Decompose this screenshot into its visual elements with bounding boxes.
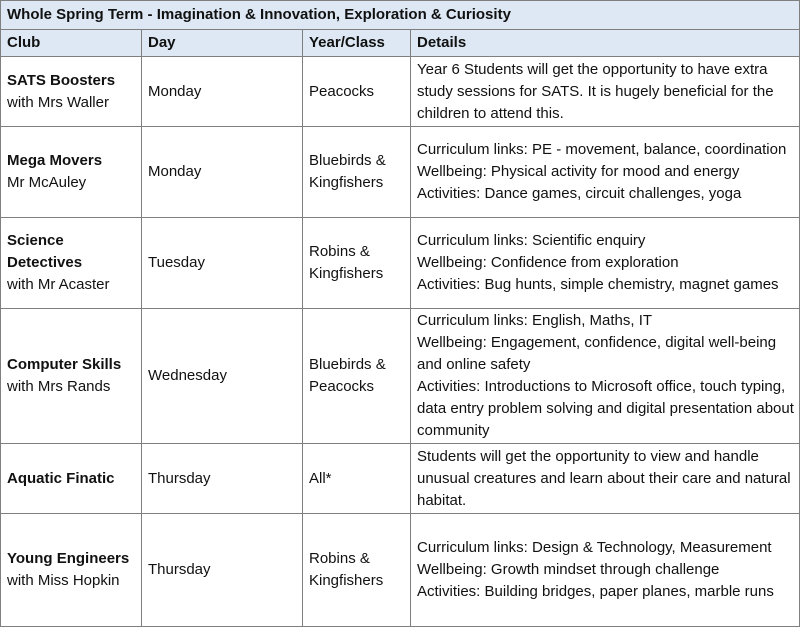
detail-line: Wellbeing: Growth mindset through challenge bbox=[417, 561, 720, 578]
detail-line: Year 6 Students will get the opportunity to have extra study sessions for SATS. It is hugely beneficial for the children to attend this. bbox=[417, 60, 774, 122]
details-cell bbox=[411, 444, 800, 514]
club-name: Science Detectives bbox=[7, 232, 83, 271]
detail-line: Activities: Building bridges, paper planes, marble runs bbox=[417, 583, 774, 600]
table-row bbox=[1, 218, 800, 309]
detail-line: Students will get the opportunity to view and handle unusual creatures and learn about their care and natural habitat. bbox=[417, 447, 791, 509]
club-name: Aquatic Finatic bbox=[7, 469, 115, 487]
table-row bbox=[1, 514, 800, 627]
details-cell bbox=[411, 127, 800, 218]
detail-line: Wellbeing: Confidence from exploration bbox=[417, 254, 679, 271]
detail-line: Curriculum links: PE - movement, balance, coordination bbox=[417, 141, 787, 158]
details-cell bbox=[411, 218, 800, 309]
detail-line: Curriculum links: English, Maths, IT bbox=[417, 312, 653, 329]
day-cell: Tuesday bbox=[142, 218, 303, 309]
year-class-cell: Robins & Kingfishers bbox=[303, 514, 411, 627]
club-leader: with Mrs Rands bbox=[7, 378, 111, 395]
detail-line: Activities: Dance games, circuit challenges, yoga bbox=[417, 185, 742, 202]
club-leader: with Mr Acaster bbox=[7, 276, 110, 293]
detail-line: Curriculum links: Scientific enquiry bbox=[417, 232, 646, 249]
day-cell: Thursday bbox=[142, 444, 303, 514]
year-class-cell: Bluebirds & Kingfishers bbox=[303, 127, 411, 218]
club-leader: with Mrs Waller bbox=[7, 93, 109, 111]
header-year-class: Year/Class bbox=[303, 30, 411, 57]
club-leader: Mr McAuley bbox=[7, 174, 87, 191]
day-cell: Thursday bbox=[142, 514, 303, 627]
details-cell bbox=[411, 309, 800, 444]
table-title: Whole Spring Term - Imagination & Innovation, Exploration & Curiosity bbox=[1, 1, 800, 30]
header-details: Details bbox=[411, 30, 800, 57]
detail-line: Wellbeing: Physical activity for mood and energy bbox=[417, 163, 740, 180]
club-leader: with Miss Hopkin bbox=[7, 572, 120, 589]
table-row bbox=[1, 127, 800, 218]
day-cell: Monday bbox=[142, 127, 303, 218]
club-cell bbox=[1, 127, 142, 218]
table-row bbox=[1, 309, 800, 444]
year-class-cell: All* bbox=[303, 444, 411, 514]
details-cell bbox=[411, 57, 800, 127]
club-cell bbox=[1, 514, 142, 627]
year-class-cell: Bluebirds & Peacocks bbox=[303, 309, 411, 444]
day-cell: Wednesday bbox=[142, 309, 303, 444]
header-club: Club bbox=[1, 30, 142, 57]
club-name: Mega Movers bbox=[7, 152, 103, 169]
year-class-cell: Robins & Kingfishers bbox=[303, 218, 411, 309]
club-name: Young Engineers bbox=[7, 550, 130, 567]
details-cell bbox=[411, 514, 800, 627]
table-row bbox=[1, 444, 800, 514]
club-cell bbox=[1, 309, 142, 444]
day-cell: Monday bbox=[142, 57, 303, 127]
club-cell bbox=[1, 218, 142, 309]
detail-line: Activities: Introductions to Microsoft office, touch typing, data entry problem solving and digital presentation about community bbox=[417, 378, 794, 439]
detail-line: Activities: Bug hunts, simple chemistry, magnet games bbox=[417, 276, 779, 293]
year-class-cell: Peacocks bbox=[303, 57, 411, 127]
header-day: Day bbox=[142, 30, 303, 57]
club-cell bbox=[1, 57, 142, 127]
header-row bbox=[1, 30, 800, 57]
club-name: SATS Boosters bbox=[7, 71, 116, 89]
title-row bbox=[1, 1, 800, 30]
detail-line: Wellbeing: Engagement, confidence, digital well-being and online safety bbox=[417, 334, 777, 373]
detail-line: Curriculum links: Design & Technology, Measurement bbox=[417, 539, 772, 556]
club-cell bbox=[1, 444, 142, 514]
table-row bbox=[1, 57, 800, 127]
club-name: Computer Skills bbox=[7, 356, 122, 373]
